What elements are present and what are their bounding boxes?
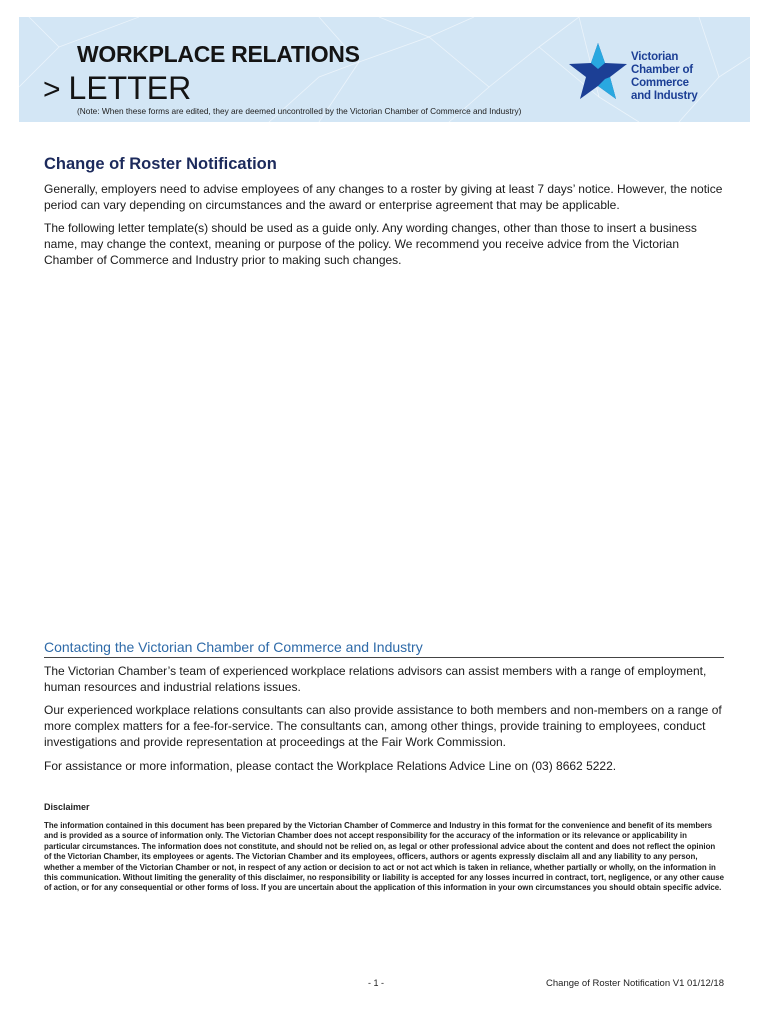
disclaimer-text: The information contained in this document has been prepared by the Victorian Chamber of Commerce and Industry in this format for the convenience and benefit of its members and is provided as a source of information only. The Victorian Chamber does not accept responsibility for the accuracy of the information or its relevance or applicability in particular circumstances. The information does not constitute, and should not be relied on, as legal or other professional advice about the content and does not reflect the opinion of the Victorian Chamber, its employees or agents. The Victorian Chamber and its employees, officers, authors or agents expressly disclaim all and any liability to any person, whether a member of the Victorian Chamber or not, in respect of any action or decision to act or not act which is taken in reliance, whether partially or wholly, on the information in this communication. Without limiting the generality of this disclaimer, no responsibility or liability is accepted for any losses incurred in contract, tort, negligence, or any other cause of action, or for any consequential or other forms of loss. If you are uncertain about the application of this information in your own circumstances you should obtain specific advice.: [44, 821, 724, 893]
page-number: - 1 -: [368, 978, 385, 988]
logo-line-3: and Industry: [631, 90, 698, 102]
banner-arrow: >: [43, 73, 61, 106]
vcci-logo: [567, 41, 747, 103]
disclaimer-title: Disclaimer: [44, 802, 90, 812]
contact-section-heading: Contacting the Victorian Chamber of Commerce and Industry: [44, 639, 724, 658]
logo-line-1: Victorian: [631, 51, 679, 63]
star-icon: [567, 41, 629, 103]
intro-paragraph-1: Generally, employers need to advise employees of any changes to a roster by giving at least 7 days’ notice. However, the notice period can vary depending on circumstances and the award or enterprise agreement that may be applicable.: [44, 182, 723, 213]
logo-line-2: Chamber of Commerce: [631, 64, 693, 89]
header-banner: [19, 17, 750, 122]
banner-note: (Note: When these forms are edited, they are deemed uncontrolled by the Victorian Chamber of Commerce and Industry): [77, 106, 522, 116]
banner-title: WORKPLACE RELATIONS: [77, 41, 360, 67]
intro-paragraph-2: The following letter template(s) should be used as a guide only. Any wording changes, other than those to insert a business name, may change the context, meaning or purpose of the policy. We recommend you receive advice from the Victorian Chamber of Commerce and Industry prior to making such changes.: [44, 221, 697, 268]
banner-subtitle-text: LETTER: [68, 70, 192, 106]
contact-paragraph-3: For assistance or more information, please contact the Workplace Relations Advice Line on (03) 8662 5222.: [44, 759, 617, 773]
contact-paragraph-1: The Victorian Chamber’s team of experienced workplace relations advisors can assist members with a range of employment, human resources and industrial relations issues.: [44, 664, 707, 695]
contact-paragraph-2: Our experienced workplace relations consultants can also provide assistance to both members and non-members on a range of more complex matters for a fee-for-service. The consultants can, among other things, provide training to employees, conduct investigations and provide representation at proceedings at the Fair Work Commission.: [44, 703, 722, 750]
footer-document-id: Change of Roster Notification V1 01/12/18: [546, 978, 724, 989]
banner-subtitle: [43, 72, 191, 105]
document-title: Change of Roster Notification: [44, 155, 277, 173]
logo-text: [631, 51, 747, 103]
